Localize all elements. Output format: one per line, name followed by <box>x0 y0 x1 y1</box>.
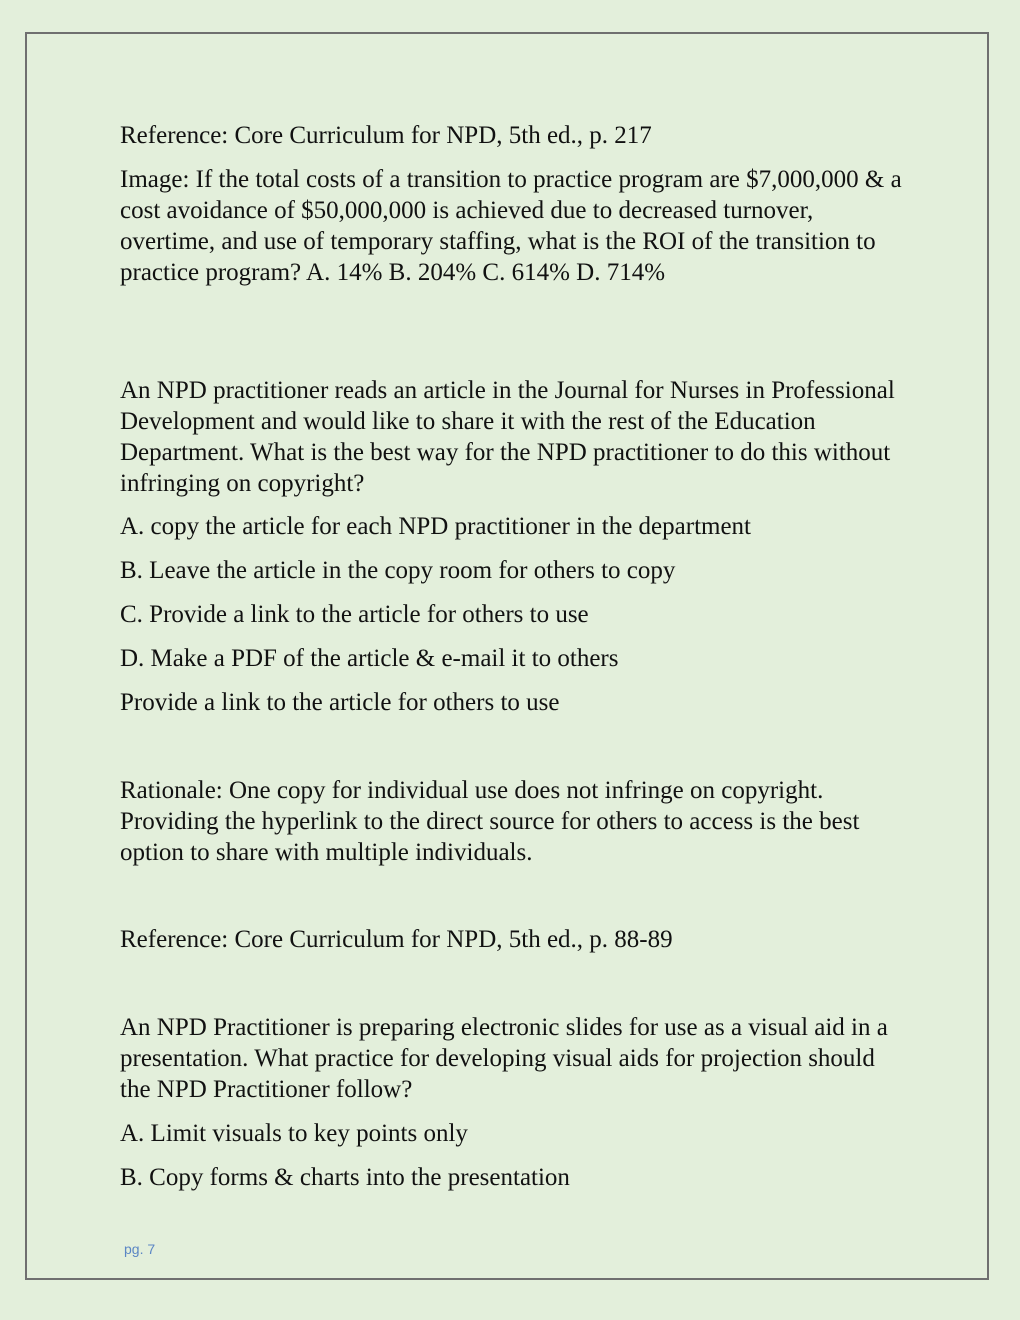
copyright-question: An NPD practitioner reads an article in the Journal for Nurses in Professional Development and would like to share it with the rest of the Education Department. What is the best way for the NPD practitioner to do this without infringing on copyright? <box>120 377 895 497</box>
copyright-rationale: Rationale: One copy for individual use does not infringe on copyright. Providing the hyperlink to the direct source for others to access is the best option to share with multiple individuals. <box>120 777 860 866</box>
copyright-answer: Provide a link to the article for others to use <box>120 689 560 716</box>
roi-question: Image: If the total costs of a transition to practice program are $7,000,000 & a cost avoidance of $50,000,000 is achieved due to decreased turnover, overtime, and use of temporary staffing, what is the ROI of the transition to practice program? A. 14% B. 204% C. 614% D. 714% <box>120 166 902 286</box>
visual-aids-option-a: A. Limit visuals to key points only <box>120 1120 468 1147</box>
copyright-option-a: A. copy the article for each NPD practitioner in the department <box>120 513 752 540</box>
copyright-option-c: C. Provide a link to the article for others to use <box>120 601 589 628</box>
page-number: pg. 7 <box>124 1241 156 1257</box>
visual-aids-question: An NPD Practitioner is preparing electronic slides for use as a visual aid in a presentation. What practice for developing visual aids for projection should the NPD Practitioner follow? <box>120 1014 888 1103</box>
reference-p217: Reference: Core Curriculum for NPD, 5th ed., p. 217 <box>120 122 652 149</box>
reference-p88-89: Reference: Core Curriculum for NPD, 5th ed., p. 88-89 <box>120 926 673 953</box>
visual-aids-option-b: B. Copy forms & charts into the presentation <box>120 1164 570 1191</box>
copyright-option-d: D. Make a PDF of the article & e-mail it to others <box>120 645 619 672</box>
copyright-option-b: B. Leave the article in the copy room for others to copy <box>120 557 676 584</box>
